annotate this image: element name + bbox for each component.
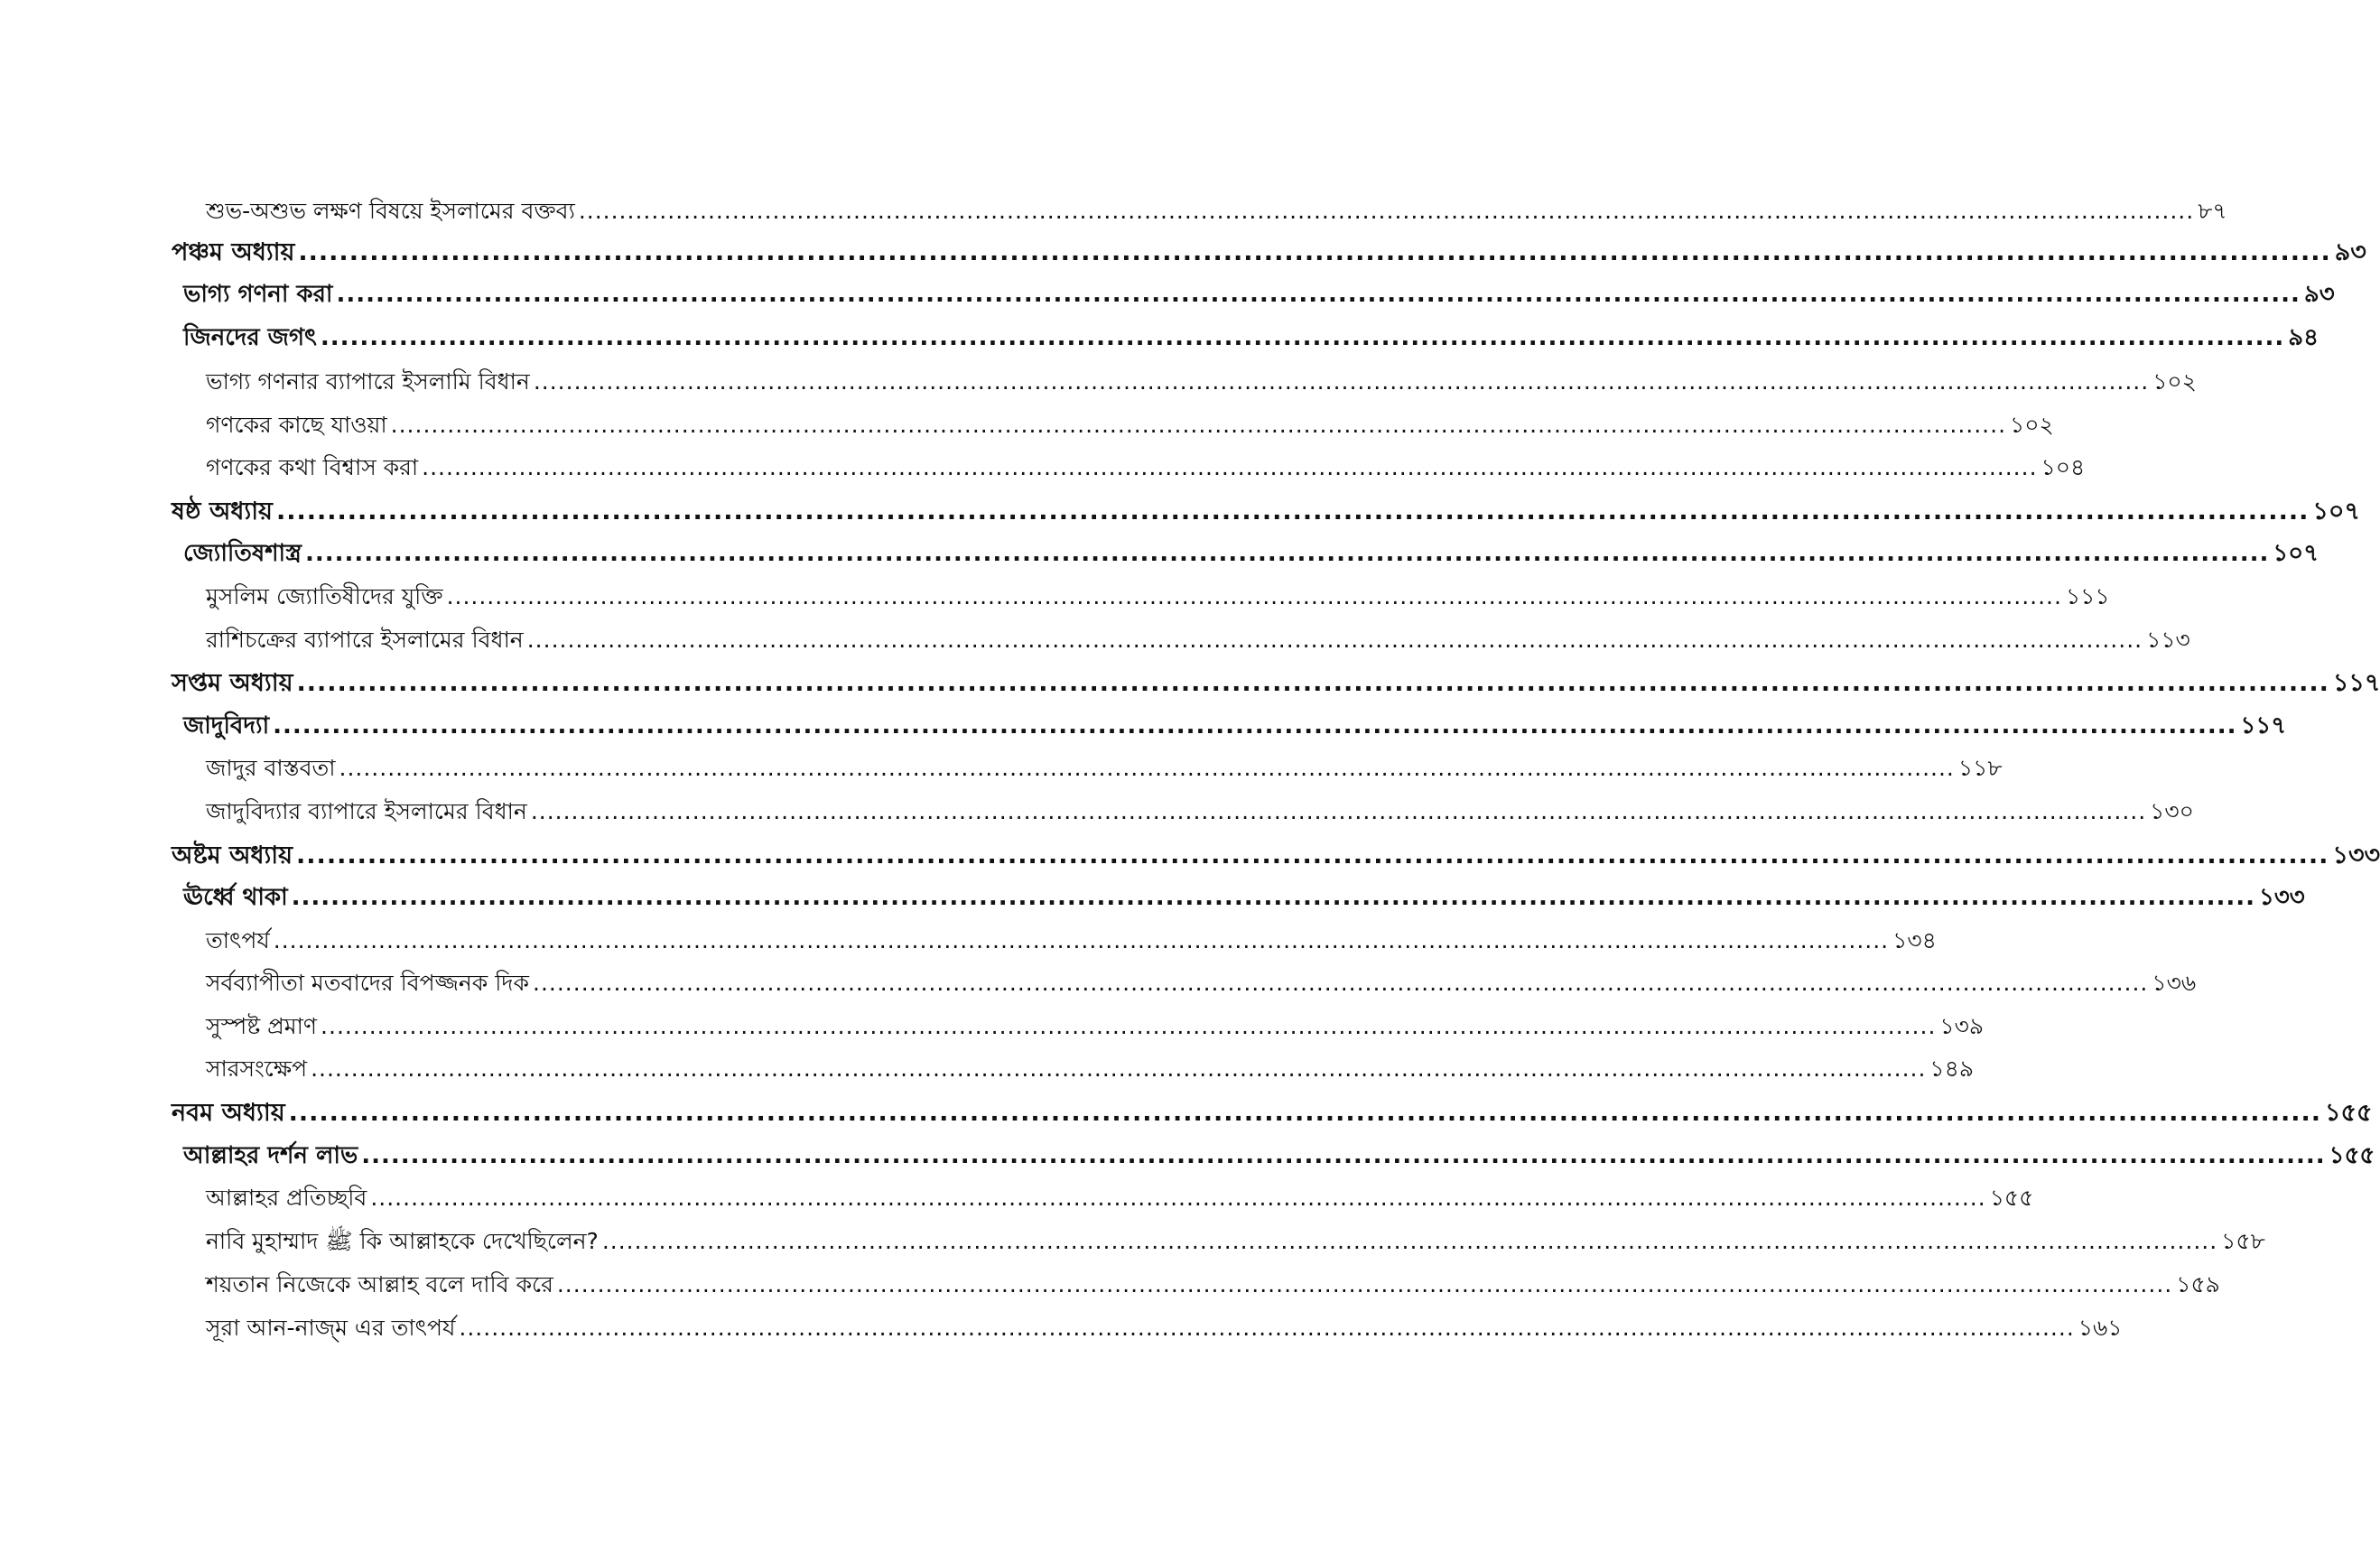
toc-entry-page: ৯৩ — [2303, 281, 2335, 308]
toc-entry-page: ১১১ — [2065, 583, 2110, 609]
toc-entry-page: ১৫৯ — [2176, 1271, 2220, 1297]
toc-entry-page: ১৫৫ — [2325, 1099, 2373, 1127]
leader-dots: ........................................................................................................................................................................................................ — [533, 368, 2150, 395]
toc-entry-page: ১৫৫ — [1989, 1185, 2034, 1211]
toc-entry — [206, 1055, 1975, 1082]
leader-dots: ........................................................................................................................................................................................................ — [273, 927, 1890, 953]
leader-dots: ........................................................................................................................................................................................................ — [530, 798, 2147, 824]
leader-dots: ........................................................................................................................................................................................................ — [321, 1013, 1937, 1039]
leader-dots: ........................................................................................................................................................................................................ — [298, 238, 2331, 266]
leader-dots: ........................................................................................................................................................................................................ — [370, 1185, 1986, 1211]
toc-entry-title: সুস্পষ্ট প্রমাণ — [206, 1013, 318, 1039]
toc-entry-title: জ্যোতিষশাস্ত্র — [183, 540, 302, 567]
toc-entry-title: জিনদের জগৎ — [183, 324, 317, 351]
toc-entry-page: ১০৭ — [2312, 498, 2360, 525]
toc-entry — [206, 1271, 2220, 1297]
leader-dots: ........................................................................................................................................................................................................ — [336, 281, 2301, 308]
toc-entry — [183, 324, 2320, 351]
toc-entry-page: ১৩৪ — [1892, 927, 1937, 953]
toc-entry-title: শুভ-অশুভ লক্ষণ বিষয়ে ইসলামের বক্তব্য — [206, 198, 575, 224]
toc-entry — [206, 1013, 1985, 1039]
toc-entry-title: সপ্তম অধ্যায় — [172, 669, 293, 697]
toc-entry-page: ১৩৬ — [2152, 970, 2197, 996]
toc-entry-title: নবম অধ্যায় — [172, 1099, 285, 1127]
toc-entry-page: ১৩৩ — [2332, 842, 2380, 869]
toc-entry-page: ১০৪ — [2041, 454, 2086, 480]
toc-entry — [172, 842, 2380, 869]
leader-dots: ........................................................................................................................................................................................................ — [361, 1142, 2326, 1169]
toc-entry — [206, 583, 2110, 609]
toc-entry — [183, 1142, 2375, 1169]
leader-dots: ........................................................................................................................................................................................................ — [526, 627, 2143, 653]
toc-entry — [206, 755, 2003, 781]
toc-entry-title: শয়তান নিজেকে আল্লাহ বলে দাবি করে — [206, 1271, 553, 1297]
toc-entry — [206, 627, 2190, 653]
leader-dots: ........................................................................................................................................................................................................ — [459, 1315, 2075, 1341]
leader-dots: ........................................................................................................................................................................................................ — [601, 1228, 2218, 1254]
toc-entry-title: সর্বব্যাপীতা মতবাদের বিপজ্জনক দিক — [206, 970, 530, 996]
toc-entry-page: ৮৭ — [2198, 198, 2227, 224]
toc-entry — [206, 1185, 2034, 1211]
leader-dots: ........................................................................................................................................................................................................ — [304, 540, 2270, 567]
toc-entry — [172, 1099, 2373, 1127]
toc-entry-title: ঊর্ধ্বে থাকা — [183, 884, 288, 911]
toc-entry-page: ১৩৯ — [1939, 1013, 1985, 1039]
toc-entry — [183, 712, 2287, 739]
leader-dots: ........................................................................................................................................................................................................ — [533, 970, 2149, 996]
toc-entry-title: আল্লাহর দর্শন লাভ — [183, 1142, 358, 1169]
leader-dots: ........................................................................................................................................................................................................ — [556, 1271, 2173, 1297]
toc-entry-title: গণকের কথা বিশ্বাস করা — [206, 454, 419, 480]
toc-entry-title: জাদুবিদ্যার ব্যাপারে ইসলামের বিধান — [206, 798, 527, 824]
toc-entry-title: সূরা আন-নাজ্‌ম এর তাৎপর্য — [206, 1315, 456, 1341]
toc-entry-page: ১০২ — [2152, 368, 2197, 395]
toc-entry — [183, 540, 2320, 567]
toc-entry — [206, 198, 2227, 224]
toc-entry — [206, 1315, 2123, 1341]
toc-entry — [206, 1228, 2265, 1254]
toc-entry-title: ভাগ্য গণনার ব্যাপারে ইসলামি বিধান — [206, 368, 530, 395]
toc-entry-page: ১১৮ — [1957, 755, 2003, 781]
toc-entry-page: ১৪৯ — [1929, 1055, 1975, 1082]
toc-entry-page: ১৩০ — [2150, 798, 2194, 824]
leader-dots: ........................................................................................................................................................................................................ — [311, 1055, 1927, 1082]
leader-dots: ........................................................................................................................................................................................................ — [320, 324, 2285, 351]
toc-entry — [206, 412, 2054, 438]
toc-entry-page: ১৫৮ — [2221, 1228, 2265, 1254]
toc-entry-page: ৯৪ — [2288, 324, 2320, 351]
leader-dots: ........................................................................................................................................................................................................ — [578, 198, 2195, 224]
toc-entry — [172, 498, 2360, 525]
toc-entry-title: জাদুর বাস্তবতা — [206, 755, 336, 781]
leader-dots: ........................................................................................................................................................................................................ — [446, 583, 2062, 609]
toc-entry — [206, 927, 1937, 953]
toc-entry-page: ১১৭ — [2240, 712, 2287, 739]
toc-entry-page: ১১৭ — [2332, 669, 2380, 697]
leader-dots: ........................................................................................................................................................................................................ — [422, 454, 2038, 480]
toc-entry-page: ১৫৫ — [2329, 1142, 2375, 1169]
toc-entry — [183, 884, 2305, 911]
toc-entry-title: পঞ্চম অধ্যায় — [172, 238, 295, 266]
toc-entry-title: অষ্টম অধ্যায় — [172, 842, 293, 869]
toc-entry-page: ৯৩ — [2334, 238, 2366, 266]
toc-entry-title: আল্লাহর প্রতিচ্ছবি — [206, 1185, 367, 1211]
toc-entry-title: নাবি মুহাম্মাদ ﷺ কি আল্লাহকে দেখেছিলেন? — [206, 1228, 599, 1254]
toc-entry-title: তাৎপর্য — [206, 927, 270, 953]
toc-entry-page: ১১৩ — [2146, 627, 2190, 653]
leader-dots: ........................................................................................................................................................................................................ — [296, 669, 2329, 697]
toc-entry-title: মুসলিম জ্যোতিষীদের যুক্তি — [206, 583, 443, 609]
toc-entry — [206, 798, 2194, 824]
toc-entry — [183, 281, 2335, 308]
leader-dots: ........................................................................................................................................................................................................ — [390, 412, 2007, 438]
toc-entry-title: ভাগ্য গণনা করা — [183, 281, 333, 308]
toc-entry-page: ১৩৩ — [2259, 884, 2305, 911]
leader-dots: ........................................................................................................................................................................................................ — [288, 1099, 2321, 1127]
toc-entry-title: সারসংক্ষেপ — [206, 1055, 308, 1082]
toc-entry-title: জাদুবিদ্যা — [183, 712, 270, 739]
toc-entry-page: ১০৭ — [2273, 540, 2320, 567]
leader-dots: ........................................................................................................................................................................................................ — [275, 498, 2310, 525]
leader-dots: ........................................................................................................................................................................................................ — [273, 712, 2237, 739]
toc-entry-title: ষষ্ঠ অধ্যায় — [172, 498, 273, 525]
toc-entry-title: গণকের কাছে যাওয়া — [206, 412, 387, 438]
toc-entry-page: ১৬১ — [2078, 1315, 2123, 1341]
toc-entry — [206, 368, 2197, 395]
leader-dots: ........................................................................................................................................................................................................ — [296, 842, 2329, 869]
toc-entry-page: ১০২ — [2010, 412, 2054, 438]
toc-entry — [172, 669, 2380, 697]
toc-entry — [206, 970, 2197, 996]
toc-entry — [206, 454, 2086, 480]
toc-entry-title: রাশিচক্রের ব্যাপারে ইসলামের বিধান — [206, 627, 524, 653]
leader-dots: ........................................................................................................................................................................................................ — [291, 884, 2256, 911]
leader-dots: ........................................................................................................................................................................................................ — [339, 755, 1955, 781]
toc-entry — [172, 238, 2366, 266]
